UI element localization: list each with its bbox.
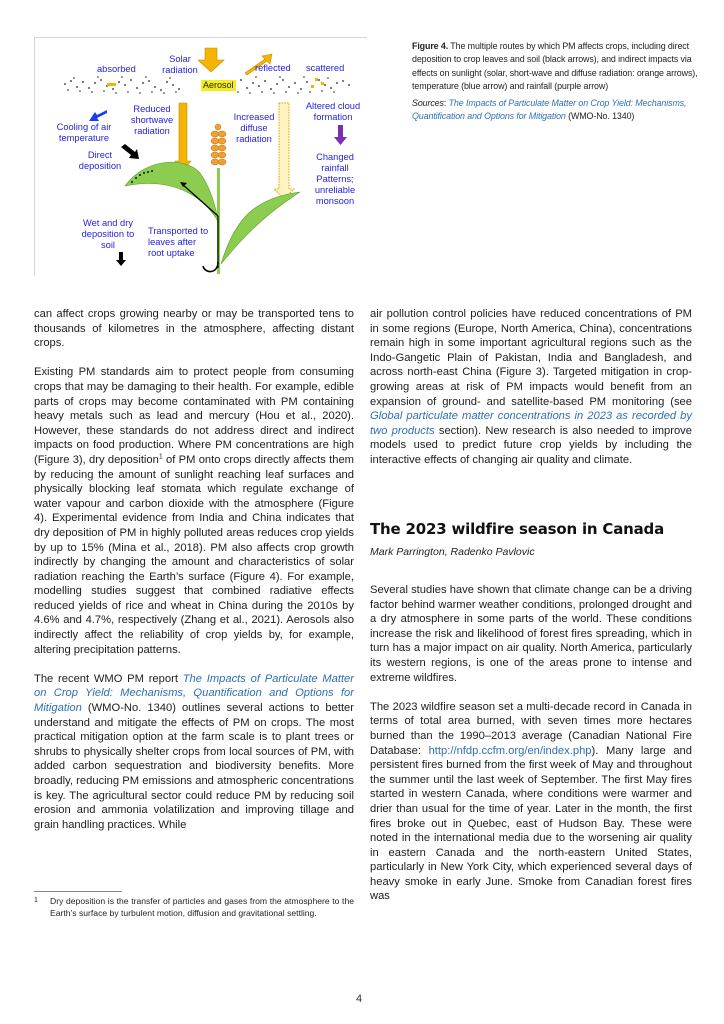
right-leaf — [221, 192, 300, 264]
label-wet-dry-deposition: Wet and dry deposition to soil — [81, 218, 135, 250]
aerosol-band — [43, 76, 350, 94]
rainfall-arrow — [334, 125, 347, 145]
label-transported: Transported to leaves after root uptake — [148, 226, 209, 258]
figure-4-diagram — [34, 37, 367, 276]
label-increased-diffuse: Increased diffuse radiation — [233, 112, 275, 144]
section-authors: Mark Parrington, Radenko Pavlovic — [370, 546, 535, 558]
right-column-section — [370, 583, 692, 919]
section-heading: The 2023 wildfire season in Canada — [370, 520, 665, 538]
left-leaf — [125, 162, 219, 223]
shortwave-arrow — [175, 103, 191, 170]
paragraph-text: Existing PM standards aim to protect people from consuming crops that may be damaging to their health. For example, edible parts of crops may become contaminated with PM containing heavy metals such as lead and mercury (Hou et al., 2020). However, these standards do not address direct and indirect impacts on food production. Where PM concentrations are high (Figure 3), dry deposition — [34, 366, 354, 466]
section-link[interactable]: Global particulate matter concentrations in 2023 as recorded by two products — [370, 410, 692, 437]
paragraph-text: The 2023 wildfire season set a multi-decade record in Canada in terms of total area burned, with seven times more hectares burned than the 1990–2013 average (Canadian National Fire Database: — [370, 700, 692, 757]
paragraph — [370, 700, 692, 904]
wheat-ear — [211, 124, 226, 165]
label-scattered: scattered — [306, 63, 345, 73]
cooling-arrow — [89, 110, 107, 121]
caption-label: Figure 4. — [412, 41, 449, 51]
fire-database-link[interactable]: http://nfdp.ccfm.org/en/index.php — [428, 744, 592, 757]
label-aerosol: Aerosol — [203, 80, 234, 90]
paragraph-text: air pollution control policies have reduced concentrations of PM in some regions (Europe, North America, China), concentrations remain high in some important agricultural regions such as the Indo-Gangetic Plain of Pakistan, India and Bangladesh, and across north-east China (Figure 3). Targeted mitigation in crop-growing areas at risk of PM impacts would benefit from an expansion of ground- and satellite-based PM monitoring (see — [370, 308, 692, 408]
footnote-number: 1 — [34, 897, 38, 904]
soil-arrow — [116, 252, 126, 266]
page-number: 4 — [356, 993, 363, 1005]
left-column — [34, 307, 354, 847]
paragraph — [34, 672, 354, 833]
label-changed-rainfall: Changed rainfall Patterns; unreliable monsoon — [314, 152, 356, 206]
footnote-text: Dry deposition is the transfer of particles and gases from the atmosphere to the Earth’s surface by turbulent motion, diffusion and gravitational settling. — [50, 896, 354, 918]
paragraph-text: section). New research is also needed to improve models used to predict future crop yields by including the interactive effects of changing air quality and climate. — [370, 424, 692, 466]
footnote-divider — [34, 891, 122, 892]
paragraph — [34, 365, 354, 657]
label-altered-cloud: Altered cloud formation — [305, 101, 361, 122]
report-link[interactable]: The Impacts of Particulate Matter on Crop Yield: Mechanisms, Quantification and Options for Mitigation — [34, 672, 354, 715]
label-direct-deposition: Direct deposition — [78, 150, 122, 171]
label-cooling: Cooling of air temperature — [56, 122, 112, 143]
caption-source-sep: : — [443, 98, 449, 109]
paragraph-text: of PM onto crops directly affects them by reducing the amount of sunlight reaching leaf surfaces and physically blocking leaf stomata which regulate exchange of water vapour and carbon dioxide with the atmosphere (Figure 4). Experimental evidence from India and China indicates that dry deposition of PM in highly polluted areas reduces crop yields by up to 15% (Mina et al., 2018). PM also affects crop growth indirectly by changing the amount and characteristics of solar radiation reaching the Earth’s surface (Figure 4). For example, modelling studies suggest that combined radiative effects reduced yields of rice and wheat in China during the 2010s by 4.6% and 4.7%, respectively (Zhang et al., 2021). Aerosols also indirectly affect the reliability of crop yields by, for example, altering precipitation patterns. — [34, 453, 355, 656]
right-column — [370, 307, 692, 482]
paragraph-text: The recent WMO PM report — [34, 672, 183, 685]
paragraph-text: (WMO-No. 1340) outlines several actions to better understand and mitigate the effects of PM on crops. The most practical mitigation option at the farm scale is to plant trees or shrubs to physically shelter crops from local sources of PM, with added carbon sequestration and biodiversity benefits. More broadly, reducing PM emissions and atmospheric concentrations is key. The agricultural sector could reduce PM by reducing soil erosion and ammonia volatilization and improving tillage and grain handling practices. While — [34, 702, 354, 831]
caption-text: The multiple routes by which PM affects crops, including direct deposition to crop leaves and soil (black arrows), and indirect impacts via effects on sunlight (solar, short-wave and diffuse radiation: orange arrows), temperature (blue arrow) and rainfall (purple arrow) — [412, 41, 698, 91]
paragraph: Several studies have shown that climate change can be a driving factor behind warmer weather conditions, prolonged drought and a dry atmosphere in some parts of the world. These conditions increase the risk and likelihood of forest fires spreading, which in turn has a major impact on air quality. North America, particularly its western regions, is one of the areas prone to intense and extreme wildfires. — [370, 584, 692, 684]
paragraph: can affect crops growing nearby or may be transported tens to thousands of kilometres in the atmosphere, affecting distant crops. — [34, 308, 354, 350]
caption-source-link[interactable]: The Impacts of Particulate Matter on Crop Yield: Mechanisms, Quantification and Options for Mitigation — [412, 98, 687, 122]
caption-source-suffix: (WMO-No. 1340) — [565, 111, 635, 122]
figure-caption — [412, 40, 708, 124]
footnote-ref[interactable]: 1 — [158, 453, 163, 461]
footnote — [34, 896, 354, 919]
paragraph — [370, 307, 692, 468]
label-reflected: reflected — [255, 63, 291, 73]
paragraph-text: ). Many large and persistent fires burned from the first week of May and throughout the summer until the last week of September. The first May fires started in western Canada, where conditions were warmer and drier than usual for the time of year. Later in the month, the first fires broke out in Quebec, east of Hudson Bay. These were noted in the international media due to the worsening air quality in eastern Canada and the north-eastern United States, particularly in New York City, which experienced several days of heavy smoke in early June. Smoke from Canadian forest fires was — [370, 744, 692, 903]
caption-source-label: Sources — [412, 98, 444, 109]
diffuse-arrow — [274, 103, 294, 199]
label-absorbed: absorbed — [97, 64, 136, 74]
label-reduced-shortwave: Reduced shortwave radiation — [130, 104, 174, 136]
label-solar-radiation: Solar radiation — [162, 54, 198, 75]
